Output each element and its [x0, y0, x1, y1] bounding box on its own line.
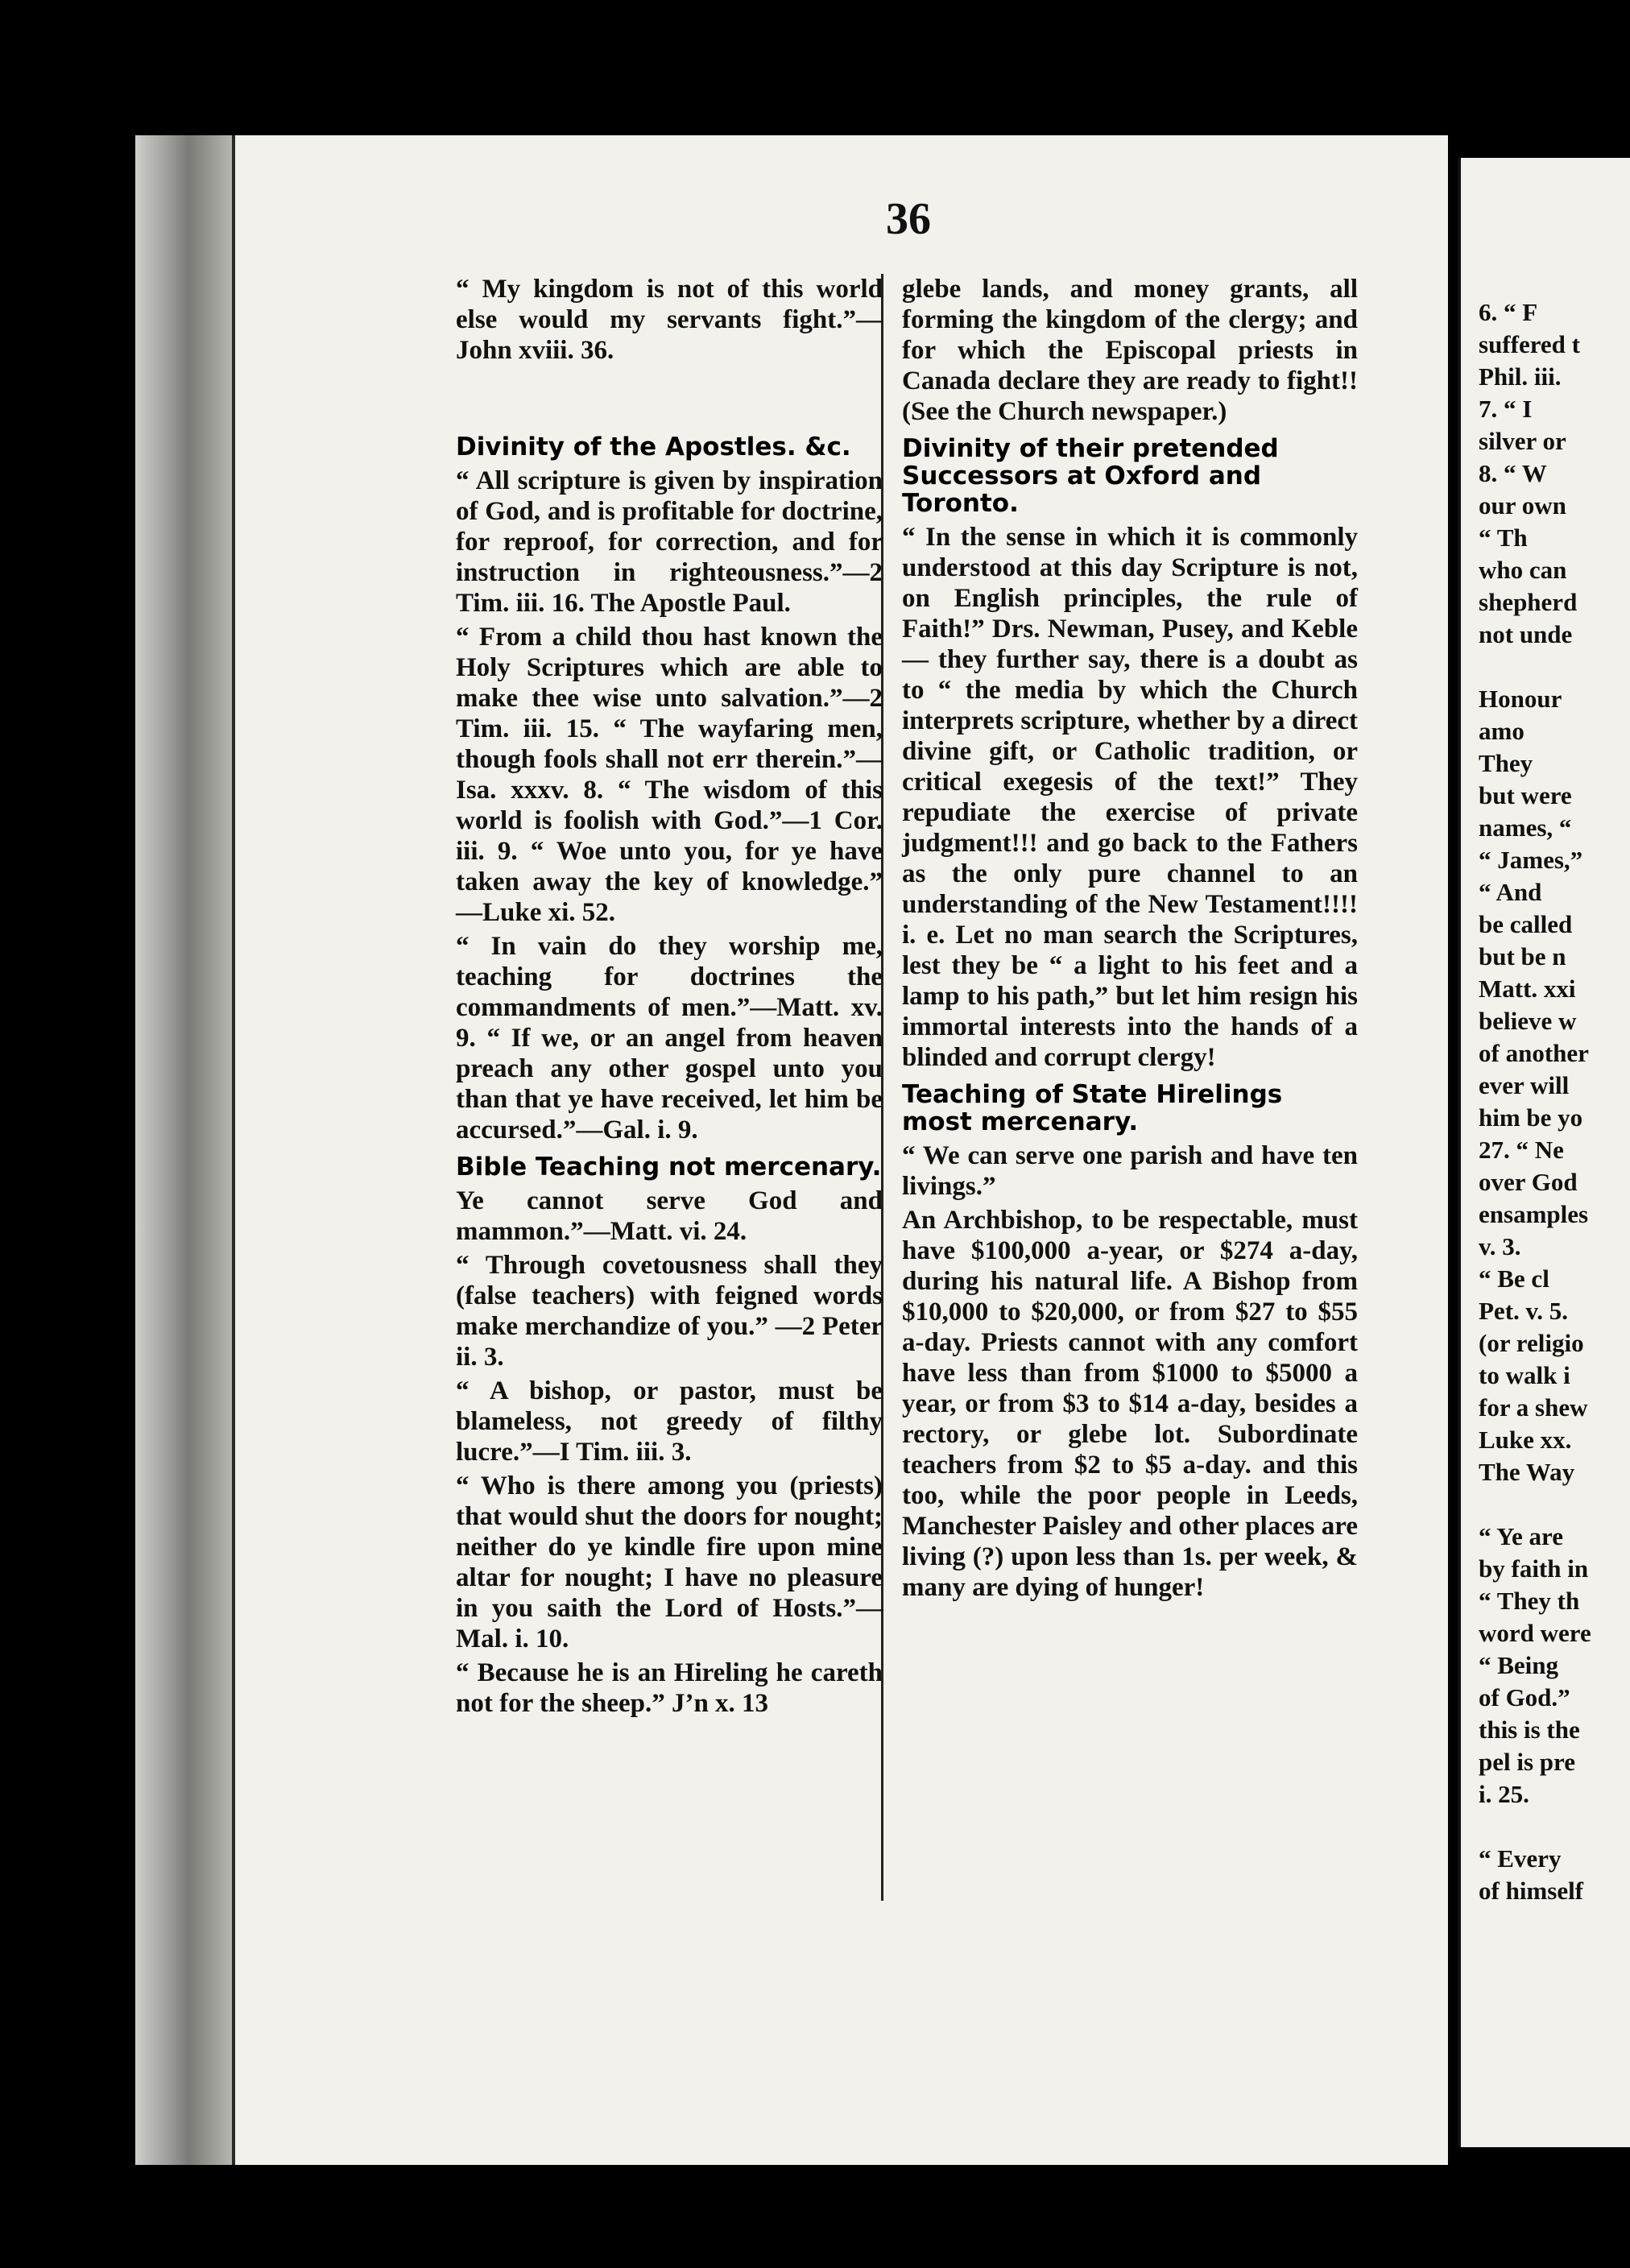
page-number: 36: [886, 194, 931, 244]
heading-divinity-apostles: Divinity of the Apostles. &c.: [456, 432, 851, 461]
middle-column: [902, 274, 1358, 1606]
heading-divinity-successors: Divinity of their pretended Successors at Oxford and Toronto.: [902, 434, 1279, 518]
page-edge-shadow: [135, 135, 235, 2165]
epigraph: “ My kingdom is not of this world else would my servants fight.”— John xviii. 36.: [456, 275, 883, 365]
paragraph: glebe lands, and money grants, all forming the kingdom of the clergy; and for which the Episcopal priests in Canada declare they are ready to fight!! (See the Church newspaper.): [902, 275, 1358, 426]
paragraph: “ We can serve one parish and have ten livings.”: [902, 1141, 1358, 1201]
heading-state-hirelings: Teaching of State Hirelings most mercenary.: [902, 1080, 1283, 1136]
paragraph: “ In vain do they worship me, teaching for doctrines the commandments of men.”—Matt. xv. 9. “ If we, or an angel from heaven preach any other gospel unto you than that ye have received, let him be accursed.”—Gal. i. 9.: [456, 932, 883, 1144]
paragraph: Ye cannot serve God and mammon.”—Matt. vi. 24.: [456, 1186, 883, 1246]
paragraph: “ From a child thou hast known the Holy Scriptures which are able to make thee wise unto salvation.”—2 Tim. iii. 15. “ The wayfaring men, though fools shall not err therein.”—Isa. xxxv. 8. “ The wisdom of this world is foolish with God.”—1 Cor. iii. 9. “ Woe unto you, for ye have taken away the key of knowledge.” —Luke xi. 52.: [456, 623, 883, 927]
heading-bible-teaching: Bible Teaching not mercenary.: [456, 1153, 882, 1182]
spacer: [456, 369, 883, 425]
paragraph: “ Who is there among you (priests) that would shut the doors for nought; neither do ye kindle fire upon mine altar for nought; I have no pleasure in you saith the Lord of Hosts.”— Mal. i. 10.: [456, 1471, 883, 1653]
paragraph: “ Through covetousness shall they (false teachers) with feigned words make merchandize of you.” —2 Peter ii. 3.: [456, 1251, 883, 1372]
right-page-text: 6. “ F suffered t Phil. iii. 7. “ I silver or 8. “ W our own “ Th who can shepherd not unde Honour amo They but were names, “ “ James,” “ And be called but be n Matt. xxi believe w of another ever will him be yo 27. “ Ne over God ensamples v. 3. “ Be cl Pet. v. 5. (or religio to walk i for a shew Luke xx. The Way “ Ye are by faith in “ They th word were “ Being of God.” this is the pel is pre i. 25. “ Every of himself: [1479, 298, 1591, 1905]
paragraph: “ A bishop, or pastor, must be blameless, not greedy of filthy lucre.”—I Tim. iii. 3.: [456, 1376, 883, 1467]
paragraph: “ Because he is an Hireling he careth not for the sheep.” J’n x. 13: [456, 1658, 883, 1718]
paragraph: “ In the sense in which it is commonly understood at this day Scripture is not, on English principles, the rule of Faith!” Drs. Newman, Pusey, and Keble— they further say, there is a doubt as to “ the media by which the Church interprets scripture, whether by a direct divine gift, or Catholic tradition, or critical exegesis of the text!” They repudiate the exercise of private judgment!!! and go back to the Fathers as the only pure channel to an understanding of the New Testament!!!! i. e. Let no man search the Scriptures, lest they be “ a light to his feet and a lamp to his path,” but let him resign his immortal interests into the hands of a blinded and corrupt clergy!: [902, 523, 1358, 1072]
paragraph: An Archbishop, to be respectable, must have $100,000 a-year, or $274 a-day, during his natural life. A Bishop from $10,000 to $20,000, or from $27 to $55 a-day. Priests cannot with any comfort have less than from $1000 to $5000 a year, or from $3 to $14 a-day, besides a rectory, or glebe lot. Subordinate teachers from $2 to $5 a-day. and this too, while the poor people in Leeds, Manchester Paisley and other places are living (?) upon less than 1s. per week, & many are dying of hunger!: [902, 1206, 1358, 1602]
right-page-fragment: [1458, 158, 1630, 2147]
left-column: [456, 274, 883, 1722]
paragraph: “ All scripture is given by inspiration of God, and is profitable for doctrine, for reproof, for correction, and for instruction in righteousness.”—2 Tim. iii. 16. The Apostle Paul.: [456, 466, 883, 618]
